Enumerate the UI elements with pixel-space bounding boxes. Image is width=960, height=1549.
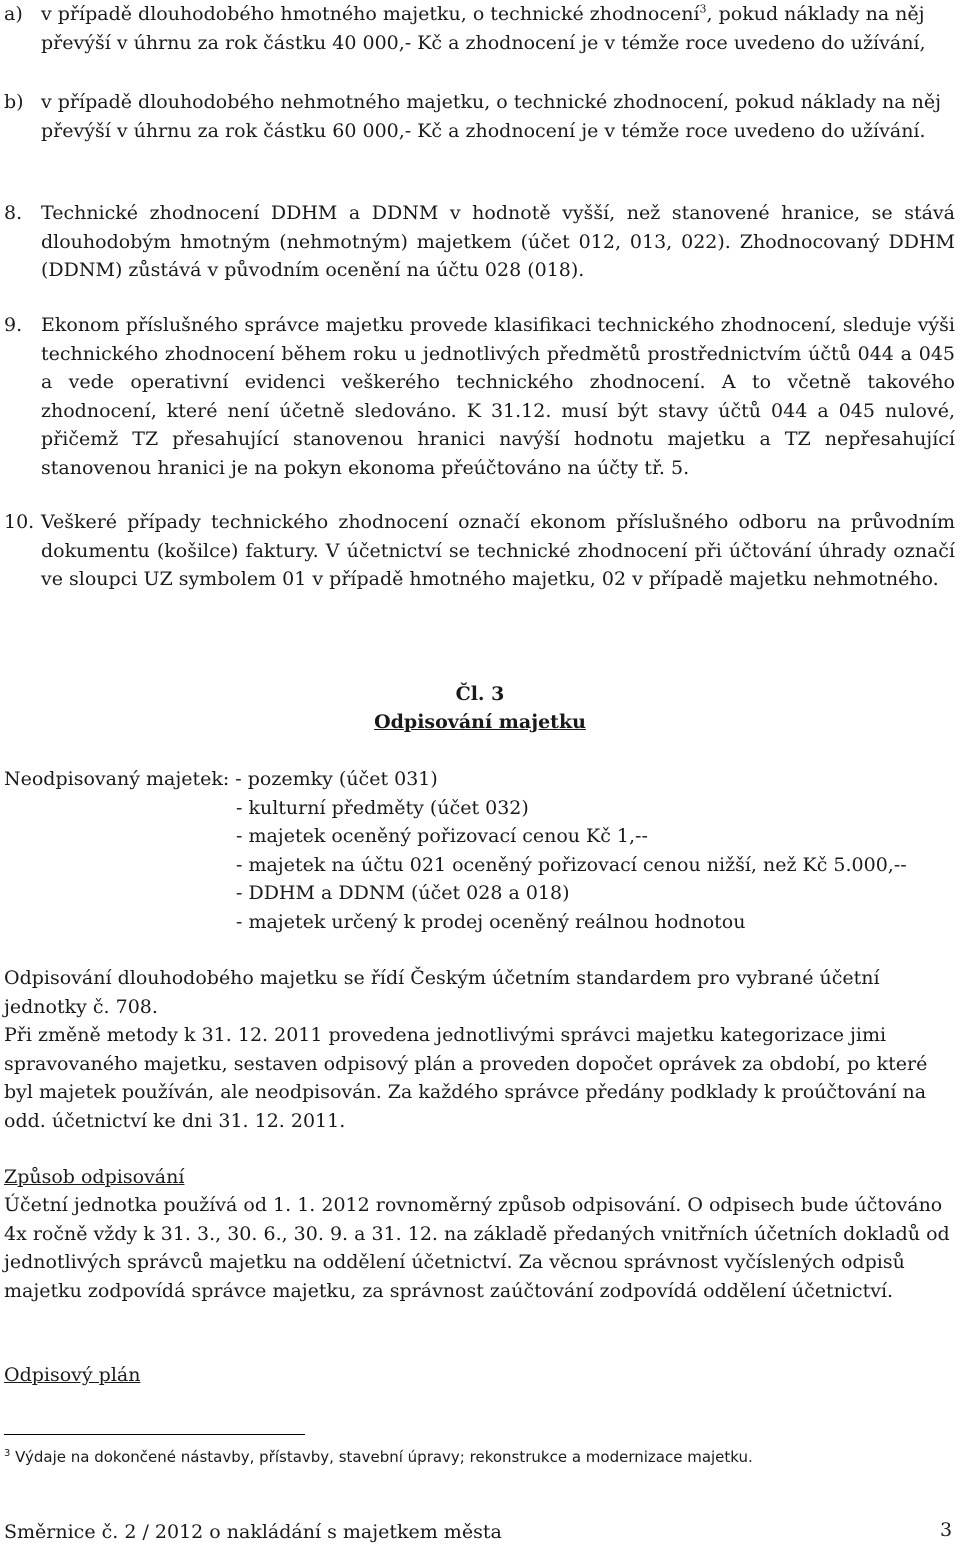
- list-item-b: v případě dlouhodobého nehmotného majetku, o technické zhodnocení, pokud náklady na něj převýší v úhrnu za rok částku 60 000,- Kč a zhodnocení je v témže roce uvedeno do užívání.: [41, 91, 942, 142]
- paragraph-standard: Odpisování dlouhodobého majetku se řídí Českým účetním standardem pro vybrané účetní jednotky č. 708.: [4, 967, 880, 1018]
- plan-heading: Odpisový plán: [4, 1364, 141, 1386]
- list-item-a-text-rest: , pokud náklady na něj převýší v úhrnu za rok částku 40 000,- Kč a zhodnocení je v témže roce uvedeno do užívání,: [41, 3, 926, 54]
- page-number: 3: [940, 1519, 953, 1541]
- item-label-8: 8.: [4, 202, 23, 224]
- non-depreciated-item: - majetek na účtu 021 oceněný pořizovací cenou nižší, než Kč 5.000,--: [236, 854, 907, 876]
- item-10-text: Veškeré případy technického zhodnocení označí ekonom příslušného odboru na průvodním dokumentu (košilce) faktury. V účetnictví se technické zhodnocení při účtování úhrady označí ve sloupci UZ symbolem 01 v případě hmotného majetku, 02 v případě majetku nehmotného.: [41, 511, 955, 590]
- footnote: [4, 1446, 753, 1468]
- item-label-10: 10.: [4, 511, 35, 533]
- non-depreciated-item: - kulturní předměty (účet 032): [236, 797, 529, 819]
- non-depreciated-item: - DDHM a DDNM (účet 028 a 018): [236, 882, 570, 904]
- article-number: Čl. 3: [455, 683, 505, 705]
- non-depreciated-lead: Neodpisovaný majetek: - pozemky (účet 031): [4, 768, 438, 790]
- item-8-text: Technické zhodnocení DDHM a DDNM v hodnotě vyšší, než stanovené hranice, se stává dlouhodobým hmotným (nehmotným) majetkem (účet 012, 013, 022). Zhodnocovaný DDHM (DDNM) zůstává v původním ocenění na účtu 028 (018).: [41, 202, 955, 281]
- method-text: Účetní jednotka používá od 1. 1. 2012 rovnoměrný způsob odpisování. O odpisech bude účtováno 4x ročně vždy k 31. 3., 30. 6., 30. 9. a 31. 12. na základě předaných vnitřních účetních dokladů od jednotlivých správců majetku na oddělení účetnictví. Za věcnou správnost vyčíslených odpisů majetku zodpovídá správce majetku, za správnost zaúčtování zodpovídá oddělení účetnictví.: [4, 1194, 950, 1302]
- list-item-a-text: v případě dlouhodobého hmotného majetku, o technické zhodnocení: [41, 3, 700, 25]
- item-9-text: Ekonom příslušného správce majetku provede klasifikaci technického zhodnocení, sleduje výši technického zhodnocení během roku u jednotlivých předmětů prostřednictvím účtů 044 a 045 a vede operativní evidenci veškerého technického zhodnocení. A to včetně takového zhodnocení, které není účetně sledováno. K 31.12. musí být stavy účtů 044 a 045 nulové, přičemž TZ přesahující stanovenou hranici navýší hodnotu majetku a TZ nepřesahující stanovenou hranici je na pokyn ekonoma přeúčtováno na účty tř. 5.: [41, 314, 955, 479]
- list-label-b: b): [4, 91, 24, 113]
- footnote-ref: 3: [699, 2, 707, 16]
- list-item-a: [41, 0, 955, 57]
- footnote-text: Výdaje na dokončené nástavby, přístavby, stavební úpravy; rekonstrukce a modernizace majetku.: [15, 1448, 753, 1466]
- item-label-9: 9.: [4, 314, 23, 336]
- article-title: Odpisování majetku: [374, 711, 586, 733]
- method-heading: Způsob odpisování: [4, 1166, 185, 1188]
- footnote-mark: 3: [4, 1448, 11, 1459]
- footer-title: Směrnice č. 2 / 2012 o nakládání s majetkem města: [4, 1521, 502, 1543]
- footnote-divider: [4, 1434, 305, 1435]
- non-depreciated-item: - majetek oceněný pořizovací cenou Kč 1,--: [236, 825, 648, 847]
- non-depreciated-item: - majetek určený k prodej oceněný reálnou hodnotou: [236, 911, 746, 933]
- paragraph-method-change: Při změně metody k 31. 12. 2011 provedena jednotlivými správci majetku kategorizace jimi spravovaného majetku, sestaven odpisový plán a proveden dopočet oprávek za období, po které byl majetek používán, ale neodpisován. Za každého správce předány podklady k proúčtování na odd. účetnictví ke dni 31. 12. 2011.: [4, 1024, 928, 1132]
- list-label-a: a): [4, 3, 23, 25]
